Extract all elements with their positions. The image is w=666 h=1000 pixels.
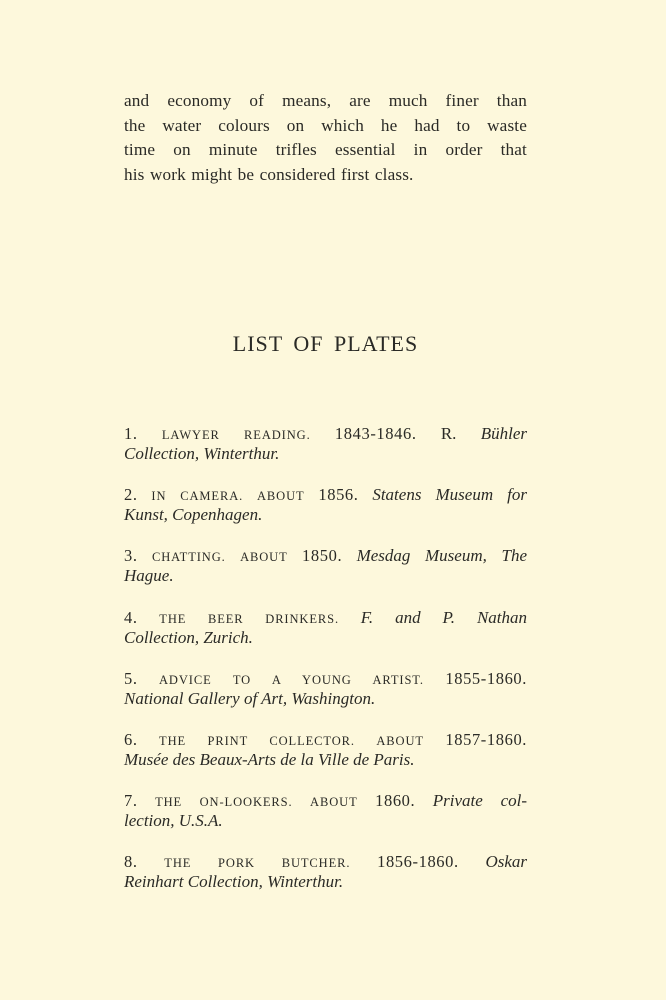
plate-date: 1855-1860. (445, 668, 527, 688)
plate-owner: Statens Museum for (372, 485, 528, 505)
plate-item (124, 669, 527, 730)
plate-owner: F. and P. Nathan (360, 607, 528, 627)
plate-location: Kunst, Copenhagen. (124, 505, 263, 525)
plate-title: LAWYER READING. (161, 428, 311, 442)
paragraph-line: time on minute trifles essential in order that (124, 140, 527, 159)
plate-number: 3. (124, 546, 138, 566)
plate-location: Collection, Winterthur. (124, 444, 280, 463)
plate-item (124, 424, 527, 485)
section-heading: LIST OF PLATES (232, 331, 419, 356)
plate-location: Hague. (124, 566, 174, 586)
plate-owner: Private col- (432, 791, 527, 811)
plate-owner: Bühler (480, 424, 528, 443)
plate-line-1 (124, 791, 527, 811)
plate-item (124, 791, 527, 852)
plate-owner: Oskar (485, 852, 528, 872)
plate-location: Reinhart Collection, Winterthur. (124, 872, 344, 892)
plate-item (124, 485, 527, 546)
plate-line-1 (124, 485, 527, 505)
plate-date: 1850. (302, 546, 343, 566)
plate-title: THE ON-LOOKERS. (155, 795, 293, 810)
plate-item (124, 608, 527, 669)
body-paragraph (124, 89, 527, 187)
paragraph-line: and economy of means, are much finer than (124, 91, 527, 110)
plate-title: THE BEER DRINKERS. (159, 611, 340, 626)
plate-title: CHATTING. (151, 550, 226, 565)
plate-item (124, 730, 527, 791)
paragraph-line: his work might be considered first class. (124, 164, 414, 184)
plate-title: IN CAMERA. (151, 489, 244, 504)
plate-location: National Gallery of Art, Washington. (124, 688, 376, 708)
plate-line-1 (124, 669, 527, 689)
plate-line-1 (124, 608, 527, 628)
plate-date: 1843-1846. (334, 424, 417, 443)
plate-title: ADVICE TO A YOUNG ARTIST. (159, 672, 424, 687)
plate-location: lection, U.S.A. (124, 811, 223, 831)
plate-location: Collection, Zurich. (124, 627, 253, 647)
plate-date-prefix: ABOUT (310, 795, 358, 810)
plate-item (124, 546, 527, 607)
plate-date: 1856. (318, 485, 359, 505)
plate-owner: Mesdag Museum, The (356, 546, 528, 566)
plate-date-prefix: ABOUT (240, 550, 288, 565)
plate-owner-initial: R. (440, 424, 457, 443)
plate-number: 1. (124, 424, 138, 443)
plate-date: 1857-1860. (445, 729, 528, 749)
plate-line-1 (124, 852, 527, 872)
plate-date-prefix: ABOUT (376, 733, 424, 748)
plate-date: 1856-1860. (377, 852, 459, 872)
plate-title: THE PRINT COLLECTOR. (159, 733, 355, 748)
plates-list (124, 424, 527, 914)
plate-date: 1860. (375, 791, 416, 811)
plate-number: 2. (124, 485, 138, 505)
plate-number: 6. (124, 729, 138, 749)
plate-line-1 (124, 546, 527, 566)
plate-location: Musée des Beaux-Arts de la Ville de Paris. (124, 749, 415, 769)
plate-line-1 (124, 424, 527, 444)
plate-number: 5. (124, 668, 138, 688)
plate-line-1 (124, 730, 527, 750)
paragraph-line: the water colours on which he had to waste (124, 115, 527, 135)
plate-title: THE PORK BUTCHER. (164, 856, 351, 871)
plate-number: 7. (124, 791, 138, 811)
plate-number: 8. (124, 852, 138, 872)
plate-date-prefix: ABOUT (256, 489, 305, 504)
plate-number: 4. (124, 607, 138, 627)
plate-item (124, 852, 527, 913)
